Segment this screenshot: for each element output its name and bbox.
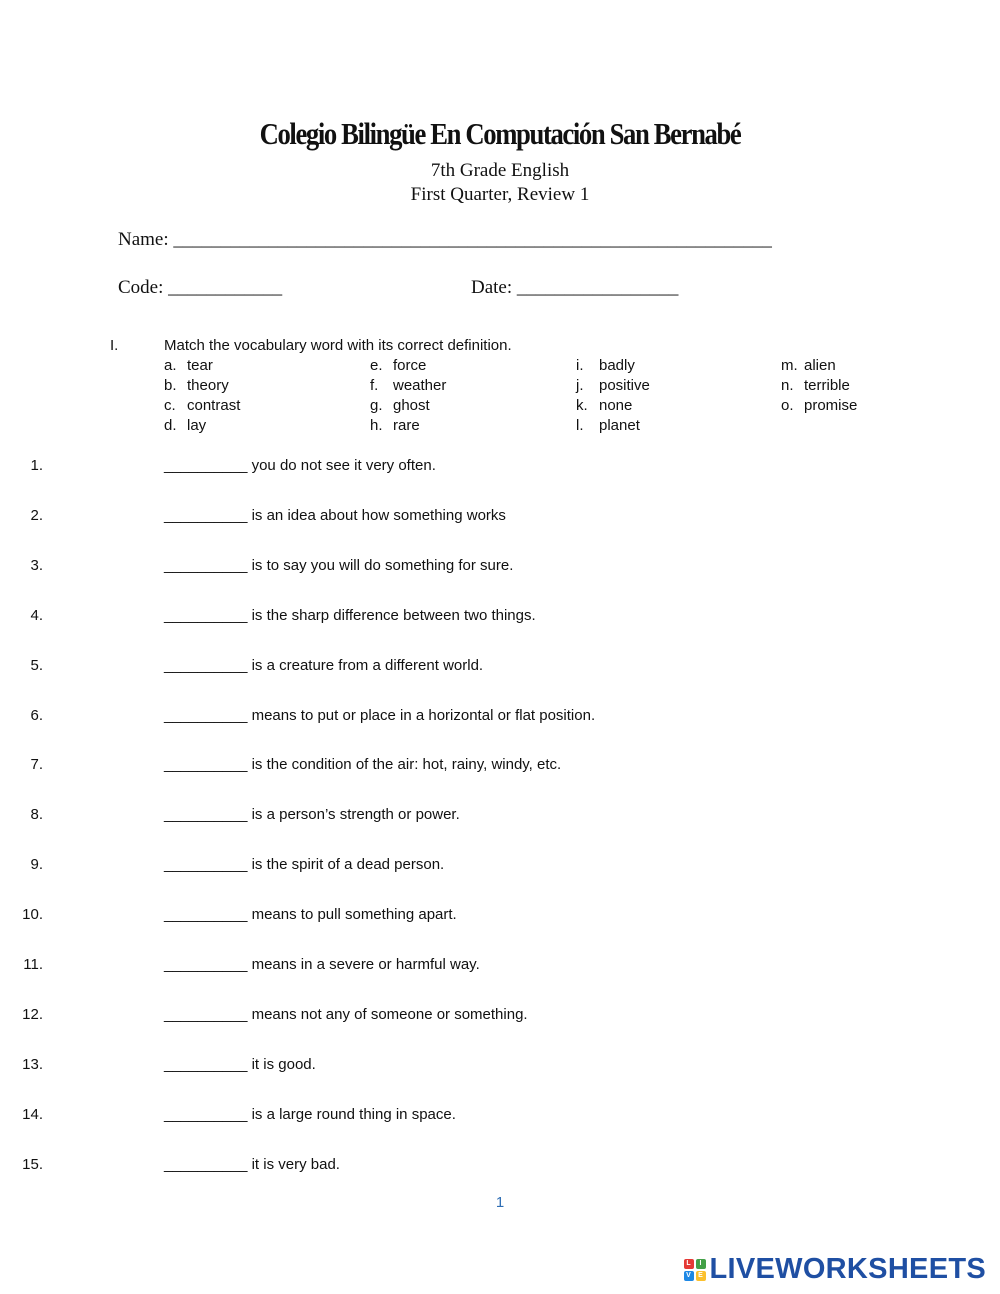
option-letter: k. [576,397,588,414]
question-number: 15. [22,1155,43,1173]
option-letter: m. [781,357,798,374]
word-option [370,397,430,414]
question-number: 12. [22,1005,43,1023]
option-word: none [599,397,633,414]
option-word: tear [187,357,213,374]
word-option [164,357,213,374]
option-letter: o. [781,397,794,414]
word-option [576,397,632,414]
question-number: 13. [22,1055,43,1073]
section-instruction: Match the vocabulary word with its correct definition. [164,337,512,354]
question-text[interactable]: __________ means to put or place in a horizontal or flat position. [164,706,596,724]
question-number: 4. [30,606,43,624]
option-word: promise [804,397,858,414]
logo-letter: L [684,1259,694,1269]
option-letter: l. [576,417,584,434]
option-word: rare [393,417,420,434]
section-number: I. [110,337,119,354]
question-text[interactable]: __________ is the condition of the air: hot, rainy, windy, etc. [164,756,562,774]
word-option [781,377,850,394]
logo-grid-icon [684,1259,706,1281]
option-letter: b. [164,377,177,394]
question-number: 7. [30,756,43,774]
review-subtitle: First Quarter, Review 1 [410,184,590,205]
question-number: 6. [30,706,43,724]
question-number: 11. [23,956,43,973]
option-letter: e. [370,357,383,374]
course-title: 7th Grade English [430,160,570,181]
word-option [164,397,240,414]
word-option [370,417,420,434]
option-word: positive [599,377,650,394]
question-text[interactable]: __________ is the spirit of a dead person. [164,856,445,874]
option-letter: n. [781,377,794,394]
name-field[interactable]: Name: _______________________________________________________________ [118,229,772,250]
word-option [164,417,206,434]
question-text[interactable]: __________ is the sharp difference between two things. [164,606,536,624]
date-field[interactable]: Date: _________________ [471,277,679,298]
page-number: 1 [495,1194,505,1211]
question-text[interactable]: __________ you do not see it very often. [164,457,436,474]
question-number: 1. [30,457,43,474]
question-text[interactable]: __________ is a creature from a different world. [164,656,484,674]
word-option [781,357,836,374]
question-number: 10. [22,906,43,924]
question-text[interactable]: __________ it is good. [164,1055,316,1073]
option-letter: d. [164,417,177,434]
question-number: 8. [30,806,43,824]
option-word: force [393,357,427,374]
option-word: lay [187,417,207,434]
question-text[interactable]: __________ is to say you will do something for sure. [164,556,514,574]
question-number: 9. [30,856,43,874]
option-word: alien [804,357,836,374]
option-word: terrible [804,377,850,394]
code-field[interactable]: Code: ____________ [118,277,283,298]
option-letter: a. [164,357,177,374]
word-option [576,377,650,394]
question-text[interactable]: __________ means in a severe or harmful way. [164,956,480,973]
logo-letter: I [696,1259,706,1269]
option-word: badly [599,357,635,374]
question-text[interactable]: __________ it is very bad. [164,1155,340,1173]
option-letter: i. [576,357,584,374]
question-text[interactable]: __________ means to pull something apart. [164,906,457,924]
option-letter: g. [370,397,383,414]
question-number: 3. [30,556,43,574]
option-word: theory [187,377,229,394]
question-number: 5. [30,656,43,674]
option-letter: h. [370,417,383,434]
option-word: weather [393,377,447,394]
option-word: ghost [393,397,430,414]
question-number: 14. [22,1105,43,1123]
question-text[interactable]: __________ is an idea about how something works [164,506,506,524]
question-text[interactable]: __________ is a person’s strength or power. [164,806,460,824]
question-text[interactable]: __________ means not any of someone or something. [164,1005,528,1023]
word-option [370,377,446,394]
option-letter: j. [576,377,584,394]
liveworksheets-logo [684,1253,987,1286]
option-letter: c. [164,397,176,414]
school-name: Colegio Bilingüe En Computación San Bernabé [259,116,741,151]
word-option [164,377,229,394]
option-letter: f. [370,377,379,394]
option-word: planet [599,417,640,434]
logo-letter: V [684,1271,694,1281]
option-word: contrast [187,397,241,414]
word-option [781,397,857,414]
word-option [370,357,426,374]
logo-letter: E [696,1271,706,1281]
brand-name: LIVEWORKSHEETS [709,1253,986,1285]
word-option [576,417,640,434]
question-number: 2. [30,506,43,524]
word-option [576,357,635,374]
question-text[interactable]: __________ is a large round thing in space. [164,1105,456,1123]
